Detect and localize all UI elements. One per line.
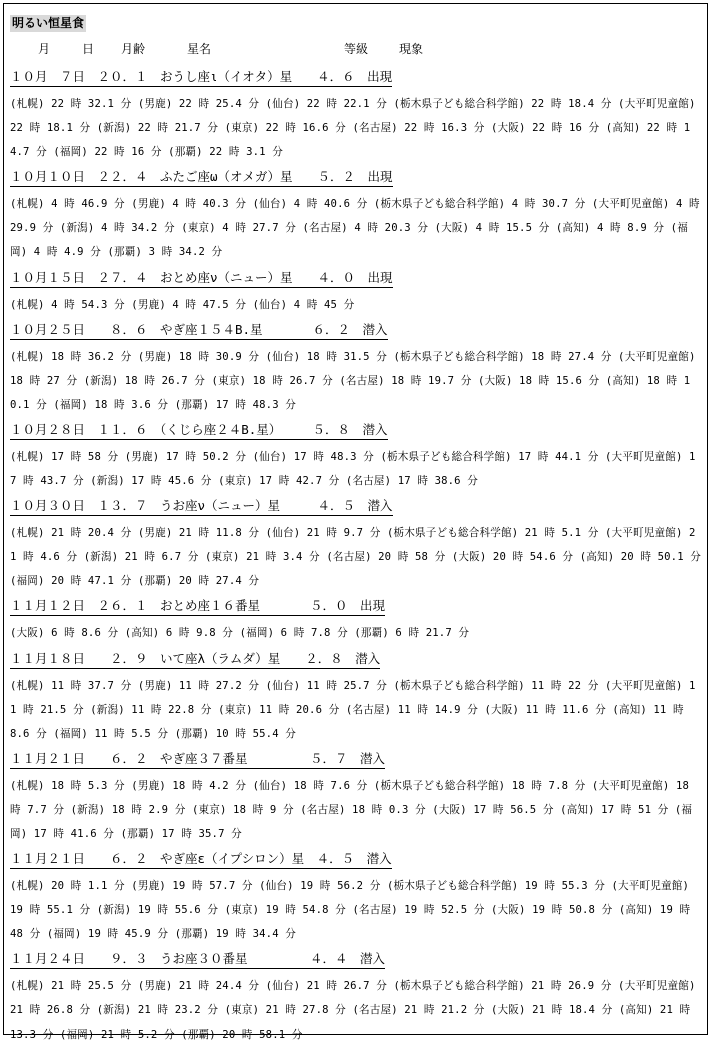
event-heading: １０月１０日 ２２．４ ふたご座ω（オメガ）星 ５．２ 出現 (10, 168, 393, 187)
event-times: (大阪) 6 時 8.6 分 (高知) 6 時 9.8 分 (福岡) 6 時 7.8 分 (那覇) 6 時 21.7 分 (10, 627, 470, 640)
event-heading: １１月１８日 ２．９ いて座λ（ラムダ）星 ２．８ 潜入 (10, 650, 380, 669)
event-heading: １１月２１日 ６．２ やぎ座ε（イプシロン）星 ４．５ 潜入 (10, 850, 392, 869)
event-times: (札幌) 18 時 36.2 分 (男鹿) 18 時 30.9 分 (仙台) 18 時 31.5 分 (栃木県子ども総合科学館) 18 時 27.4 分 (大平町児童館) 18 時 27 分 (新潟) 18 時 26.7 分 (東京) 18 時 26.7 分 (名古屋) 18 時 19.7 分 (大阪) 18 時 15.6 分 (高知) 18 時 10.1 分 (福岡) 18 時 3.6 分 (那覇) 17 時 48.3 分 (10, 350, 696, 411)
event-heading: １０月 ７日 ２０．１ おうし座ι（イオタ）星 ４．６ 出現 (10, 68, 392, 87)
event-times: (札幌) 18 時 5.3 分 (男鹿) 18 時 4.2 分 (仙台) 18 時 7.6 分 (栃木県子ども総合科学館) 18 時 7.8 分 (大平町児童館) 18 時 7.7 分 (新潟) 18 時 2.9 分 (東京) 18 時 9 分 (名古屋) 18 時 0.3 分 (大阪) 17 時 56.5 分 (高知) 17 時 51 分 (福岡) 17 時 41.6 分 (那覇) 17 時 35.7 分 (10, 779, 693, 840)
event-entry (10, 66, 702, 164)
event-heading: １１月２４日 ９．３ うお座３０番星 ４．４ 潜入 (10, 950, 385, 969)
event-times: (札幌) 21 時 25.5 分 (男鹿) 21 時 24.4 分 (仙台) 21 時 26.7 分 (栃木県子ども総合科学館) 21 時 26.9 分 (大平町児童館) 21 時 26.8 分 (新潟) 21 時 23.2 分 (東京) 21 時 27.8 分 (名古屋) 21 時 21.2 分 (大阪) 21 時 18.4 分 (高知) 21 時 13.3 分 (福岡) 21 時 5.2 分 (那覇) 20 時 58.1 分 (10, 980, 696, 1041)
event-heading: １０月３０日 １３．７ うお座ν（ニュー）星 ４．５ 潜入 (10, 497, 393, 516)
event-entry (10, 848, 702, 946)
event-entry (10, 948, 702, 1046)
event-times: (札幌) 4 時 46.9 分 (男鹿) 4 時 40.3 分 (仙台) 4 時 40.6 分 (栃木県子ども総合科学館) 4 時 30.7 分 (大平町児童館) 4 時 29.9 分 (新潟) 4 時 34.2 分 (東京) 4 時 27.7 分 (名古屋) 4 時 20.3 分 (大阪) 4 時 15.5 分 (高知) 4 時 8.9 分 (福岡) 4 時 4.9 分 (那覇) 3 時 34.2 分 (10, 198, 700, 259)
header-phenomenon: 現象 (399, 42, 424, 56)
document-frame (3, 3, 708, 1041)
table-header (4, 41, 707, 57)
event-times: (札幌) 22 時 32.1 分 (男鹿) 22 時 25.4 分 (仙台) 22 時 22.1 分 (栃木県子ども総合科学館) 22 時 18.4 分 (大平町児童館) 22 時 18.1 分 (新潟) 22 時 21.7 分 (東京) 22 時 16.6 分 (名古屋) 22 時 16.3 分 (大阪) 22 時 16 分 (高知) 22 時 14.7 分 (福岡) 22 時 16 分 (那覇) 22 時 3.1 分 (10, 98, 696, 159)
event-times: (札幌) 20 時 1.1 分 (男鹿) 19 時 57.7 分 (仙台) 19 時 56.2 分 (栃木県子ども総合科学館) 19 時 55.3 分 (大平町児童館) 19 時 55.1 分 (新潟) 19 時 55.6 分 (東京) 19 時 54.8 分 (名古屋) 19 時 52.5 分 (大阪) 19 時 50.8 分 (高知) 19 時 48 分 (福岡) 19 時 45.9 分 (那覇) 19 時 34.4 分 (10, 880, 691, 941)
event-heading: １０月２８日 １１．６ （くじら座２４B.星） ５．８ 潜入 (10, 421, 388, 440)
occultation-list (10, 66, 702, 1049)
event-heading: １１月１２日 ２６．１ おとめ座１６番星 ５．０ 出現 (10, 597, 385, 616)
header-month: 月 (38, 42, 51, 56)
event-heading: １０月１５日 ２７．４ おとめ座ν（ニュー）星 ４．０ 出現 (10, 269, 393, 288)
event-times: (札幌) 4 時 54.3 分 (男鹿) 4 時 47.5 分 (仙台) 4 時 45 分 (10, 298, 355, 311)
header-day: 日 (82, 42, 95, 56)
header-moon-age: 月齢 (121, 42, 146, 56)
event-times: (札幌) 17 時 58 分 (男鹿) 17 時 50.2 分 (仙台) 17 時 48.3 分 (栃木県子ども総合科学館) 17 時 44.1 分 (大平町児童館) 17 時 43.7 分 (新潟) 17 時 45.6 分 (東京) 17 時 42.7 分 (名古屋) 17 時 38.6 分 (10, 450, 696, 488)
event-entry (10, 419, 702, 493)
header-star-name: 星名 (187, 42, 212, 56)
event-entry (10, 166, 702, 264)
event-entry (10, 595, 702, 645)
event-entry (10, 748, 702, 846)
event-entry (10, 267, 702, 317)
event-entry (10, 319, 702, 417)
event-times: (札幌) 21 時 20.4 分 (男鹿) 21 時 11.8 分 (仙台) 21 時 9.7 分 (栃木県子ども総合科学館) 21 時 5.1 分 (大平町児童館) 21 時 4.6 分 (新潟) 21 時 6.7 分 (東京) 21 時 3.4 分 (名古屋) 20 時 58 分 (大阪) 20 時 54.6 分 (高知) 20 時 50.1 分 (福岡) 20 時 47.1 分 (那覇) 20 時 27.4 分 (10, 527, 702, 588)
event-entry (10, 495, 702, 593)
event-heading: １１月２１日 ６．２ やぎ座３７番星 ５．７ 潜入 (10, 750, 385, 769)
page-title: 明るい恒星食 (12, 16, 85, 30)
event-heading: １０月２５日 ８．６ やぎ座１５４B.星 ６．２ 潜入 (10, 321, 388, 340)
event-entry (10, 648, 702, 746)
event-times: (札幌) 11 時 37.7 分 (男鹿) 11 時 27.2 分 (仙台) 11 時 25.7 分 (栃木県子ども総合科学館) 11 時 22 分 (大平町児童館) 11 時 21.5 分 (新潟) 11 時 22.8 分 (東京) 11 時 20.6 分 (名古屋) 11 時 14.9 分 (大阪) 11 時 11.6 分 (高知) 11 時 8.6 分 (福岡) 11 時 5.5 分 (那覇) 10 時 55.4 分 (10, 679, 696, 740)
header-magnitude: 等級 (344, 42, 369, 56)
